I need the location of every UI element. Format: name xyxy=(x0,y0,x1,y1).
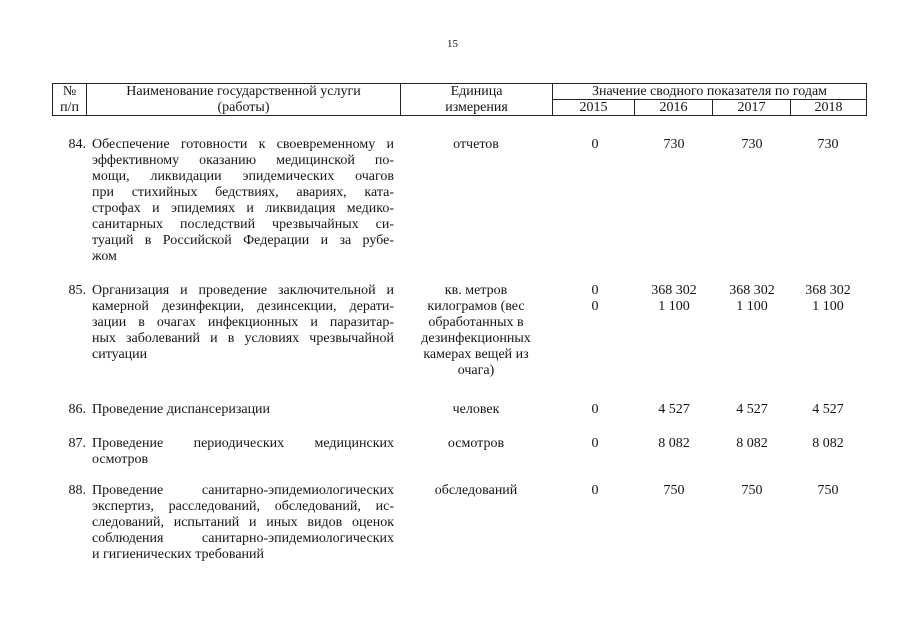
header-year-2018: 2018 xyxy=(791,100,867,116)
header-values-title: Значение сводного показателя по годам xyxy=(553,84,867,100)
unit-of-measure xyxy=(400,483,552,499)
unit-line: осмотров xyxy=(447,436,505,451)
header-unit: Единица xyxy=(401,84,553,100)
header-num-sub: п/п xyxy=(53,100,87,116)
value-line: 0 xyxy=(591,299,599,314)
value-2015 xyxy=(554,483,636,499)
value-2016 xyxy=(634,483,714,499)
value-line: 368 302 xyxy=(729,283,775,298)
value-line: 730 xyxy=(817,137,839,152)
value-line: 730 xyxy=(663,137,685,152)
service-name-line: Организация и проведение заключительной и xyxy=(92,283,394,298)
service-name-line: ситуации xyxy=(92,347,148,362)
service-name-line: Проведение периодических медицинских xyxy=(92,436,394,451)
service-name-line: мощи, ликвидации эпидемических очагов xyxy=(92,169,394,184)
value-2018 xyxy=(790,436,866,452)
unit-of-measure xyxy=(400,137,552,153)
value-line: 0 xyxy=(591,402,599,417)
unit-line: отчетов xyxy=(453,137,499,152)
value-2015 xyxy=(554,137,636,153)
value-line: 730 xyxy=(741,137,763,152)
value-2017 xyxy=(712,402,792,418)
service-name-line: и гигиенических требований xyxy=(92,547,265,562)
header-name: Наименование государственной услуги xyxy=(87,84,401,100)
value-line: 750 xyxy=(663,483,685,498)
value-line: 0 xyxy=(591,283,599,298)
value-line: 4 527 xyxy=(736,402,768,417)
header-name-sub: (работы) xyxy=(87,100,401,116)
unit-line: дезинфекционных xyxy=(421,331,531,346)
unit-line: кв. метров xyxy=(444,283,508,298)
value-line: 0 xyxy=(591,436,599,451)
service-name-line: эффективному оказанию медицинской по- xyxy=(92,153,394,168)
table-header xyxy=(52,83,867,116)
service-name-line: санитарных последствий чрезвычайных си- xyxy=(92,217,394,232)
value-2015 xyxy=(554,436,636,452)
service-name-line: Проведение диспансеризации xyxy=(92,402,271,417)
row-number: 85. xyxy=(68,283,86,298)
value-line: 4 527 xyxy=(658,402,690,417)
value-2018 xyxy=(790,402,866,418)
service-name-line: зации в очагах инфекционных и паразитар- xyxy=(92,315,394,330)
row-number: 86. xyxy=(68,402,86,417)
header-year-2016: 2016 xyxy=(635,100,713,116)
value-2016 xyxy=(634,283,714,315)
unit-line: камерах вещей из xyxy=(423,347,529,362)
value-line: 1 100 xyxy=(736,299,768,314)
service-name xyxy=(92,436,394,468)
service-name xyxy=(92,283,394,363)
service-name xyxy=(92,483,394,563)
header-unit-sub: измерения xyxy=(401,100,553,116)
unit-line: обработанных в xyxy=(428,315,524,330)
value-line: 368 302 xyxy=(651,283,697,298)
value-2016 xyxy=(634,436,714,452)
value-line: 4 527 xyxy=(812,402,844,417)
service-name-line: жом xyxy=(92,249,117,264)
value-2015 xyxy=(554,283,636,315)
service-name-line: следований, испытаний и иных видов оценок xyxy=(92,515,394,530)
service-name xyxy=(92,402,394,418)
unit-of-measure xyxy=(400,283,552,379)
service-name-line: строфах и эпидемиях и ликвидация медико- xyxy=(92,201,394,216)
value-line: 8 082 xyxy=(812,436,844,451)
value-2016 xyxy=(634,137,714,153)
value-line: 750 xyxy=(817,483,839,498)
service-name-line: экспертиз, расследований, обследований, ис- xyxy=(92,499,394,514)
value-2017 xyxy=(712,137,792,153)
value-2017 xyxy=(712,483,792,499)
row-number: 88. xyxy=(68,483,86,498)
value-2018 xyxy=(790,137,866,153)
value-2016 xyxy=(634,402,714,418)
service-name-line: туаций в Российской Федерации и за рубе- xyxy=(92,233,394,248)
service-name-line: при стихийных бедствиях, авариях, ката- xyxy=(92,185,394,200)
unit-line: обследований xyxy=(434,483,518,498)
service-name-line: Обеспечение готовности к своевременному и xyxy=(92,137,394,152)
value-2018 xyxy=(790,283,866,315)
service-name-line: осмотров xyxy=(92,452,149,467)
value-line: 8 082 xyxy=(736,436,768,451)
service-name-line: соблюдения санитарно-эпидемиологических xyxy=(92,531,394,546)
row-number: 84. xyxy=(68,137,86,152)
service-name xyxy=(92,137,394,265)
unit-of-measure xyxy=(400,402,552,418)
value-line: 368 302 xyxy=(805,283,851,298)
page-number: 15 xyxy=(447,38,458,50)
value-2017 xyxy=(712,436,792,452)
value-line: 0 xyxy=(591,483,599,498)
unit-line: килограмов (вес xyxy=(427,299,525,314)
unit-of-measure xyxy=(400,436,552,452)
service-name-line: ных заболеваний и в условиях чрезвычайной xyxy=(92,331,394,346)
value-line: 1 100 xyxy=(812,299,844,314)
value-line: 0 xyxy=(591,137,599,152)
header-year-2015: 2015 xyxy=(553,100,635,116)
service-name-line: Проведение санитарно-эпидемиологических xyxy=(92,483,394,498)
value-2015 xyxy=(554,402,636,418)
service-name-line: камерной дезинфекции, дезинсекции, дерати- xyxy=(92,299,394,314)
value-line: 1 100 xyxy=(658,299,690,314)
unit-line: очага) xyxy=(457,363,495,378)
unit-line: человек xyxy=(452,402,500,417)
value-2018 xyxy=(790,483,866,499)
header-year-2017: 2017 xyxy=(713,100,791,116)
value-line: 750 xyxy=(741,483,763,498)
header-num: № xyxy=(53,84,87,100)
value-2017 xyxy=(712,283,792,315)
value-line: 8 082 xyxy=(658,436,690,451)
row-number: 87. xyxy=(68,436,86,451)
